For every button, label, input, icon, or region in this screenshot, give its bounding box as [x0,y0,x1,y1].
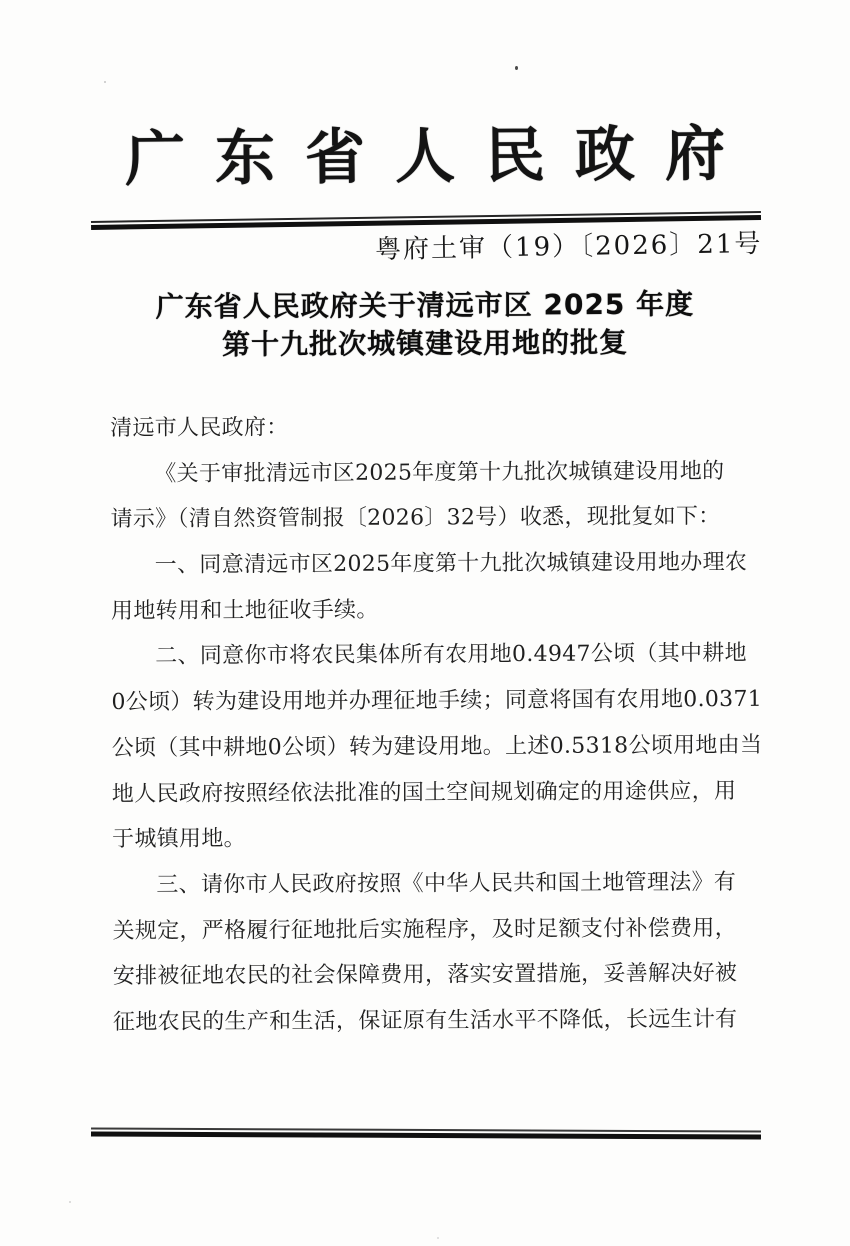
scan-speck [437,1237,439,1239]
item-2-line-3: 公顷（其中耕地0公顷）转为建设用地。上述0.5318公顷用地由当 [111,732,763,761]
item-1-line-1: 一、同意清远市区2025年度第十九批次城镇建设用地办理农 [154,549,748,578]
doc-number: 粤府土审（19）〔2026〕21号 [374,228,763,266]
item-1-line-2: 用地转用和土地征收手续。 [110,597,379,624]
item-2-line-4: 地人民政府按照经依法批准的国土空间规划确定的用途供应，用 [111,778,737,807]
org-name: 广东省人民政府 [124,118,756,195]
scan-speck [515,66,518,70]
document-title-line-2: 第十九批次城镇建设用地的批复 [221,325,629,362]
item-3-line-2: 关规定，严格履行征地批后实施程序，及时足额支付补偿费用， [112,915,738,944]
intro-line-1: 《关于审批清远市区2025年度第十九批次城镇建设用地的 [154,458,725,487]
scan-speck [104,81,106,83]
item-3-line-4: 征地农民的生产和生活，保证原有生活水平不降低，长远生计有 [112,1006,738,1035]
item-2-line-2: 0公顷）转为建设用地并办理征地手续；同意将国有农用地0.0371 [111,686,763,716]
document-title [0,285,850,365]
item-3-line-3: 安排被征地农民的社会保障费用，落实安置措施，妥善解决好被 [112,961,738,990]
footer-double-rule [91,1127,761,1139]
salutation-line-1: 清远市人民政府： [110,415,289,441]
document-title-line-1: 广东省人民政府关于清远市区 2025 年度 [155,287,695,324]
item-2-line-5: 于城镇用地。 [112,826,246,853]
document-body [110,403,763,1046]
item-3-line-1: 三、请你市人民政府按照《中华人民共和国土地管理法》有 [156,869,737,898]
item-2-line-1: 二、同意你市将农民集体所有农用地0.4947公顷（其中耕地 [155,641,747,670]
scan-speck [69,1201,71,1203]
intro-line-2: 请示》（清自然资管制报〔2026〕32号）收悉，现批复如下： [110,504,721,533]
